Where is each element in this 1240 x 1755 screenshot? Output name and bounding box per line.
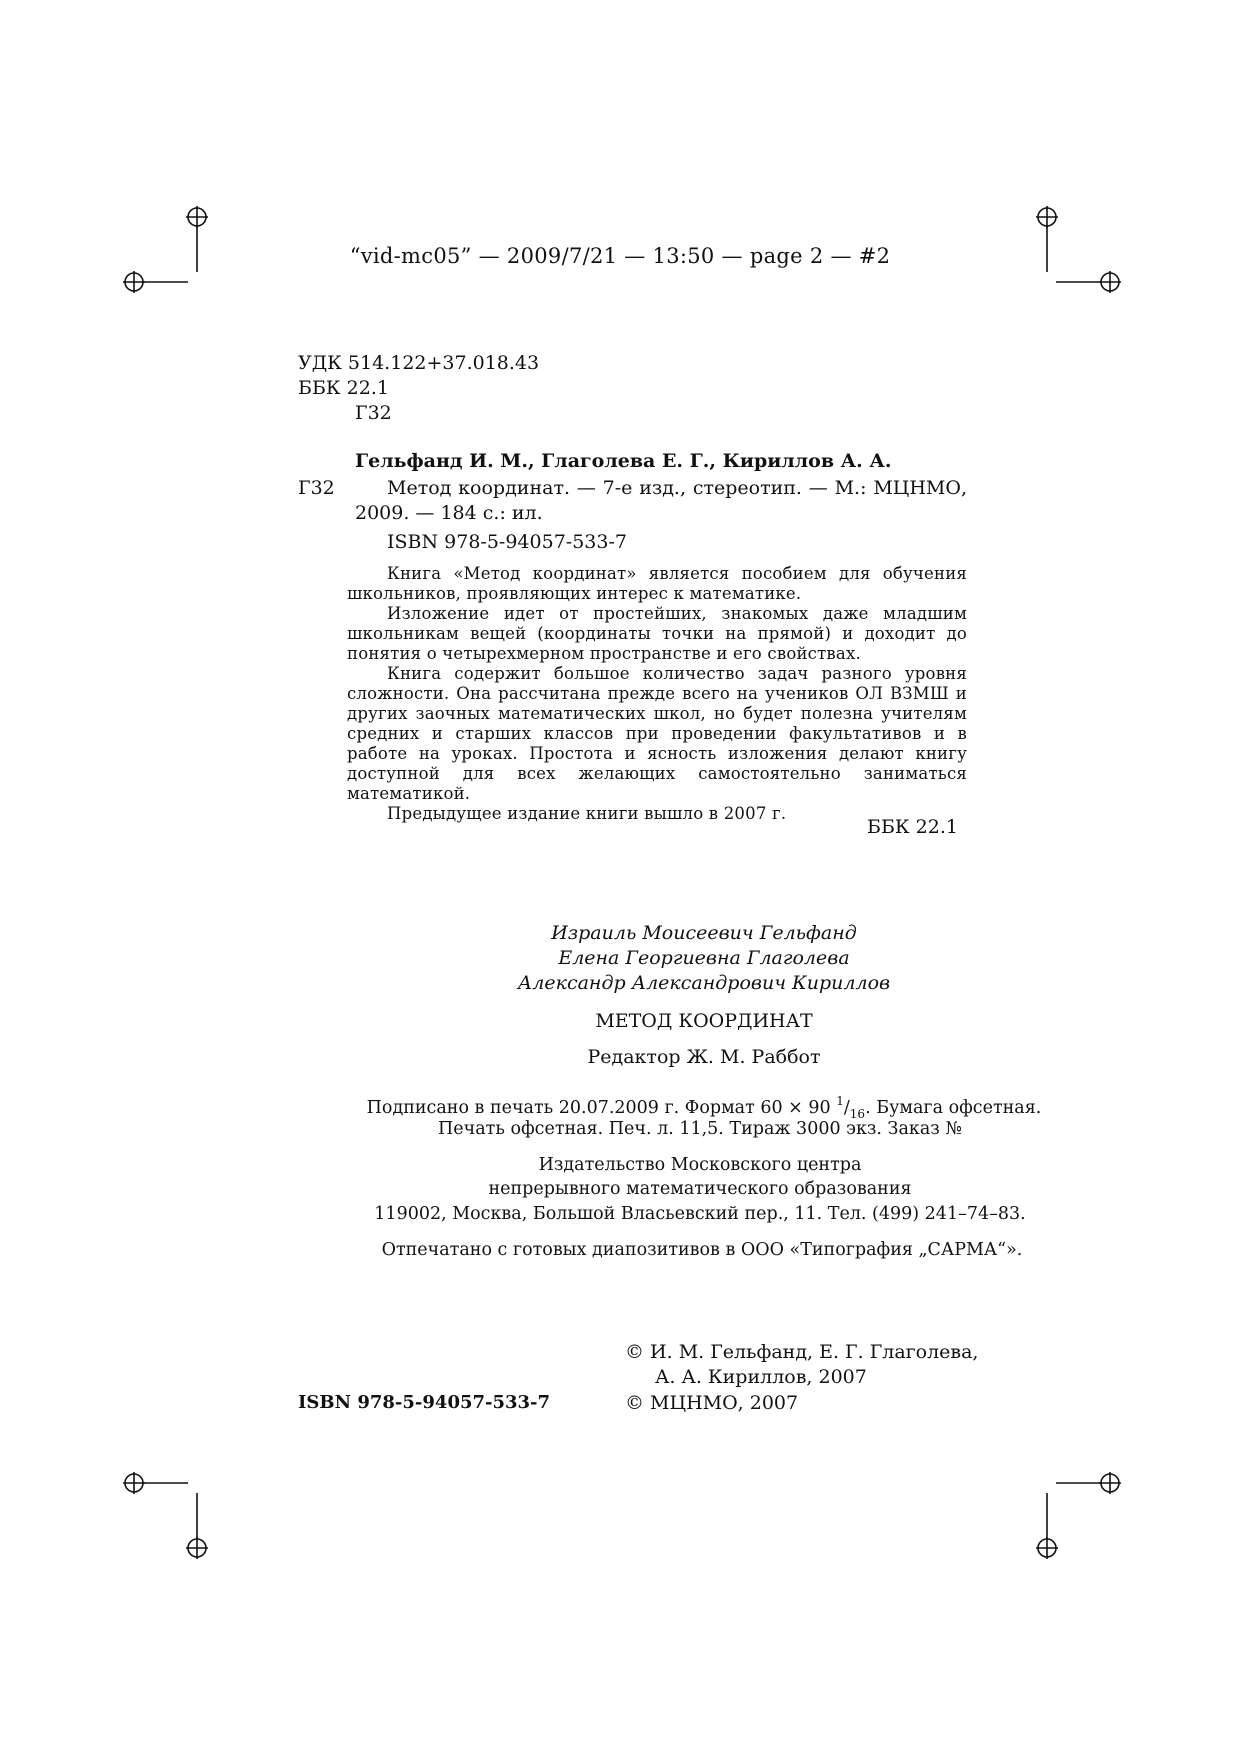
print-info-line-2: Печать офсетная. Печ. л. 11,5. Тираж 3000 экз. Заказ № bbox=[438, 1119, 962, 1139]
fraction-numerator: 1 bbox=[836, 1094, 844, 1108]
annotation-paragraph: Книга содержит большое количество задач разного уровня сложности. Она рассчитана прежде всего на учеников ОЛ ВЗМШ и других заочных математических школ, но будет полезна учителям средних и старших классов при проведении факультативов и в работе на уроках. Простота и ясность изложения делают книгу доступной для всех желающих самостоятельно заниматься математикой. bbox=[347, 664, 967, 803]
isbn-line: ISBN 978-5-94057-533-7 bbox=[387, 531, 627, 553]
copyright-line: © МЦНМО, 2007 bbox=[625, 1392, 799, 1414]
publisher-address: 119002, Москва, Большой Власьевский пер., 11. Тел. (499) 241–74–83. bbox=[374, 1204, 1026, 1224]
copyright-line: А. А. Кириллов, 2007 bbox=[655, 1366, 867, 1388]
registration-mark-bottom-right bbox=[1036, 1472, 1121, 1559]
author-full-name: Израиль Моисеевич Гельфанд bbox=[551, 922, 857, 944]
title-line-2: 2009. — 184 с.: ил. bbox=[355, 502, 543, 524]
isbn-bottom: ISBN 978-5-94057-533-7 bbox=[298, 1392, 551, 1413]
publisher-line: непрерывного математического образования bbox=[488, 1179, 912, 1199]
bbk-code: ББК 22.1 bbox=[298, 377, 389, 399]
author-mark-left: Г32 bbox=[298, 477, 335, 499]
editor: Редактор Ж. М. Раббот bbox=[587, 1046, 821, 1068]
annotation-paragraph: Предыдущее издание книги вышло в 2007 г. bbox=[387, 804, 787, 823]
print-info-line-1: Подписано в печать 20.07.2009 г. Формат 60 × 90 $^1/_{16}$. Бумага офсетная. bbox=[366, 1094, 1042, 1121]
fraction-denominator: 16 bbox=[849, 1107, 866, 1121]
copyright-line: © И. М. Гельфанд, Е. Г. Глаголева, bbox=[625, 1341, 979, 1363]
printed-by: Отпечатано с готовых диапозитивов в ООО «Типография „САРМА“». bbox=[381, 1240, 1023, 1260]
title-line-1: Метод координат. — 7-е изд., стереотип. — М.: МЦНМО, bbox=[387, 477, 967, 499]
page-header-stamp: “vid-mc05” — 2009/7/21 — 13:50 — page 2 — #2 bbox=[349, 244, 891, 268]
publisher-line: Издательство Московского центра bbox=[538, 1155, 862, 1175]
bbk-right: ББК 22.1 bbox=[867, 816, 958, 838]
annotation-paragraph: Изложение идет от простейших, знакомых даже младшим школьникам вещей (координаты точки на прямой) и доходит до понятия о четырехмерном пространстве и его свойствах. bbox=[347, 604, 967, 663]
print-info-text: . Бумага офсетная. bbox=[865, 1098, 1042, 1118]
author-full-name: Елена Георгиевна Глаголева bbox=[558, 947, 850, 969]
annotation bbox=[347, 564, 967, 824]
udk-code: УДК 514.122+37.018.43 bbox=[298, 352, 540, 374]
author-mark: Г32 bbox=[355, 402, 392, 424]
registration-mark-bottom-left bbox=[123, 1472, 208, 1559]
author-full-name: Александр Александрович Кириллов bbox=[517, 972, 891, 994]
authors-bold: Гельфанд И. М., Глаголева Е. Г., Кириллов А. А. bbox=[355, 450, 892, 472]
book-title: МЕТОД КООРДИНАТ bbox=[595, 1010, 813, 1032]
print-info-text: Подписано в печать 20.07.2009 г. Формат 60 × 90 bbox=[366, 1098, 837, 1118]
annotation-paragraph: Книга «Метод координат» является пособием для обучения школьников, проявляющих интерес к математике. bbox=[347, 564, 967, 603]
